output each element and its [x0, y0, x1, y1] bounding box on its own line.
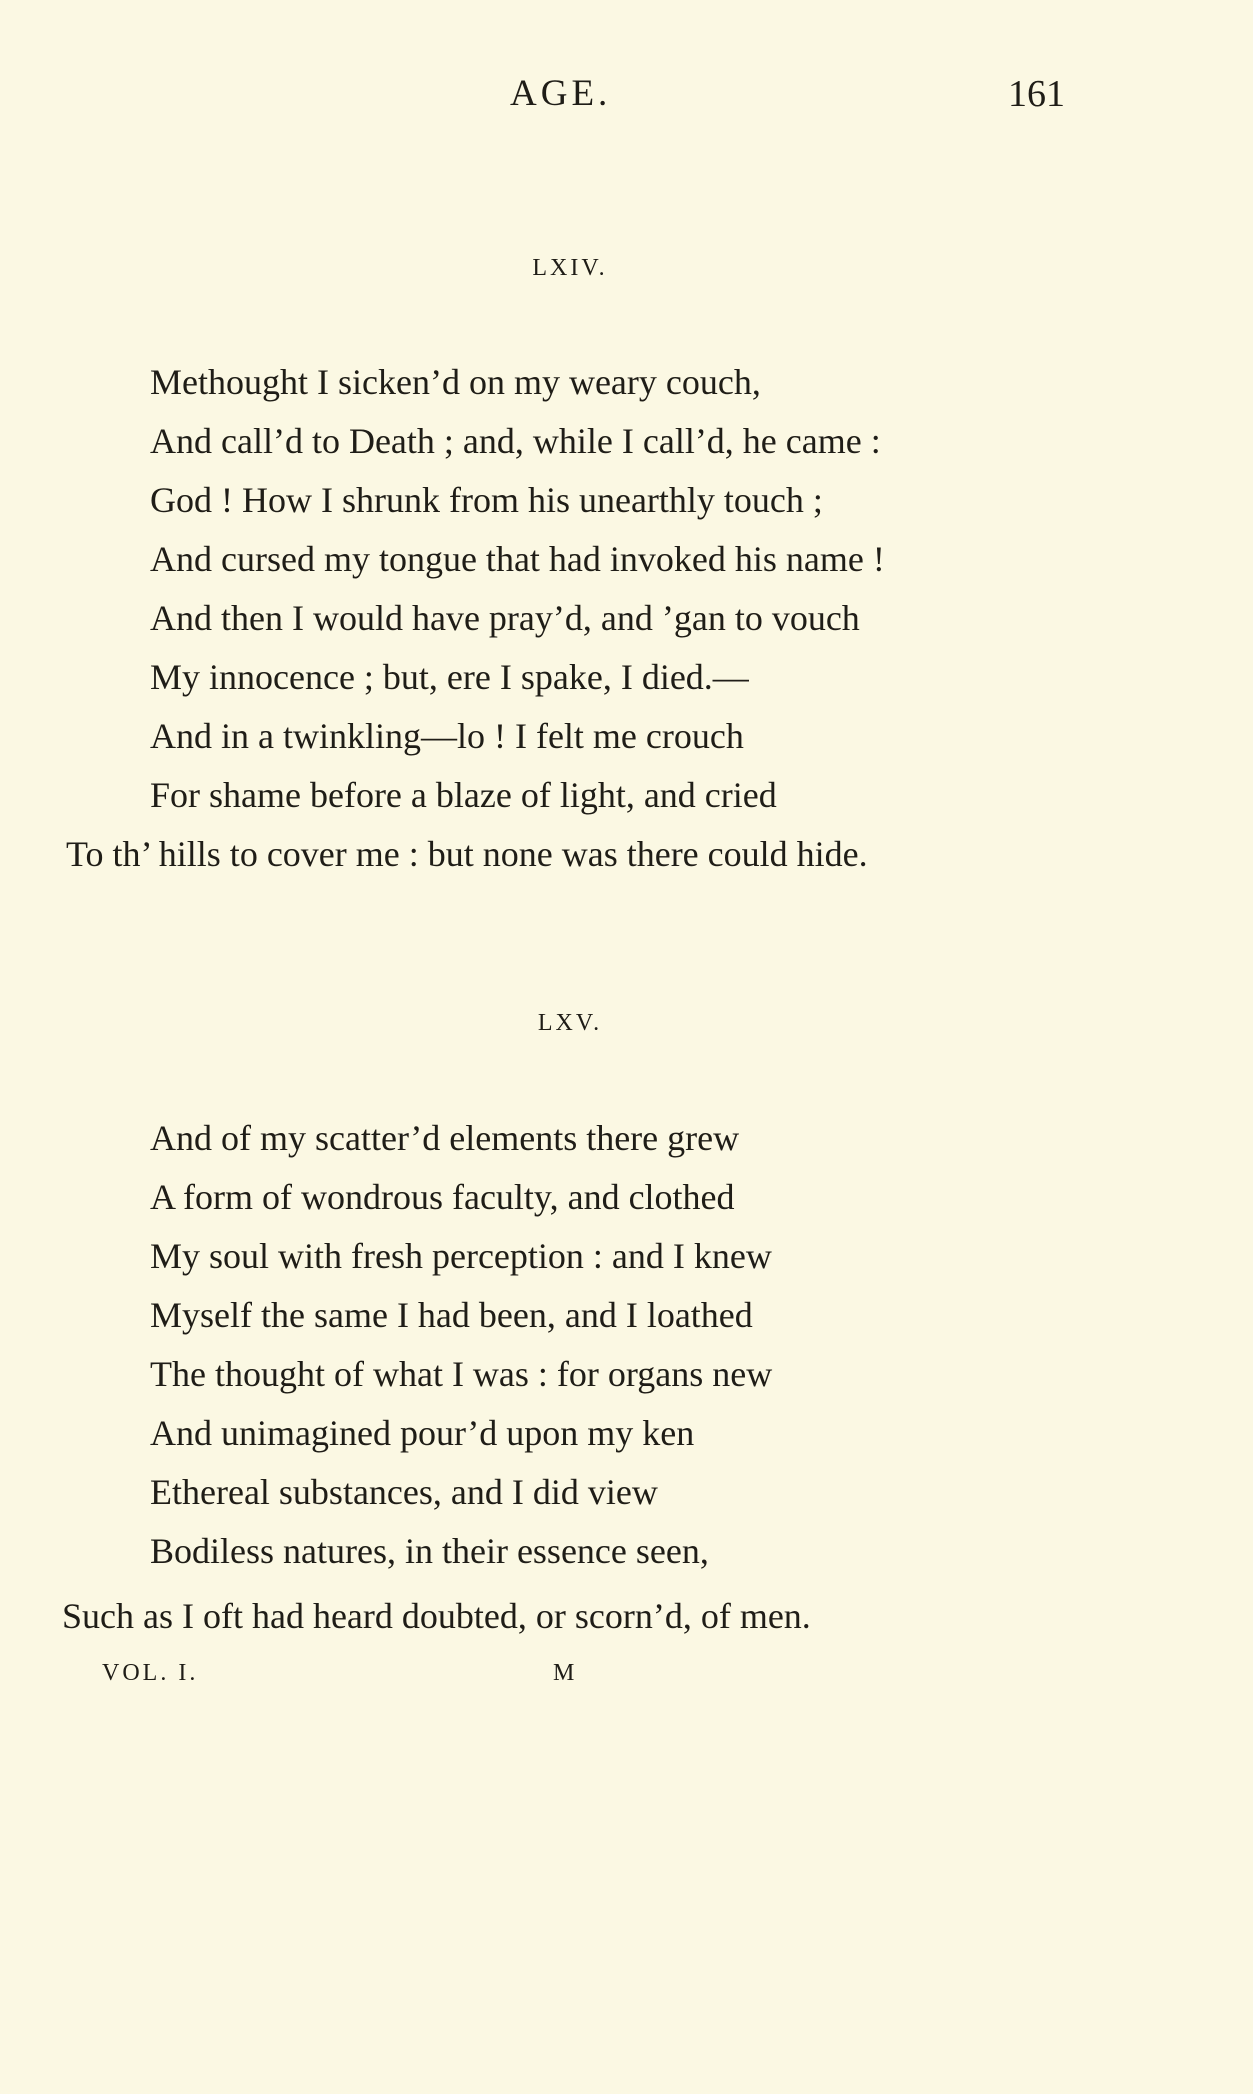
- verse-line: To th’ hills to cover me : but none was there could hide.: [66, 834, 868, 874]
- verse-line: Ethereal substances, and I did view: [150, 1472, 658, 1512]
- printer-signature: [0, 1660, 1253, 1700]
- verse-line: Myself the same I had been, and I loathed: [150, 1295, 753, 1335]
- stanza-number: LXIV.: [532, 255, 608, 281]
- verse-line: Methought I sicken’d on my weary couch,: [150, 362, 761, 402]
- running-head-title: AGE.: [510, 73, 612, 114]
- verse-line: My innocence ; but, ere I spake, I died.—: [150, 657, 749, 697]
- running-head: [0, 72, 1253, 122]
- verse-line: And then I would have pray’d, and ’gan to vouch: [150, 598, 860, 638]
- verse-line: God ! How I shrunk from his unearthly touch ;: [150, 480, 823, 520]
- verse-line: And cursed my tongue that had invoked his name !: [150, 539, 885, 579]
- verse-line: And of my scatter’d elements there grew: [150, 1118, 740, 1158]
- verse-line: And in a twinkling—lo ! I felt me crouch: [150, 716, 744, 756]
- verse-line: A form of wondrous faculty, and clothed: [150, 1177, 735, 1217]
- signature-mark: M: [553, 1660, 578, 1686]
- page-number: 161: [1008, 73, 1065, 115]
- stanza-number: LXV.: [537, 1010, 603, 1036]
- verse-line: And call’d to Death ; and, while I call’d, he came :: [150, 421, 881, 461]
- volume-label: VOL. I.: [102, 1660, 199, 1686]
- verse-line: My soul with fresh perception : and I knew: [150, 1236, 772, 1276]
- verse-line: Such as I oft had heard doubted, or scorn’d, of men.: [62, 1596, 811, 1636]
- verse-line: And unimagined pour’d upon my ken: [150, 1413, 695, 1453]
- verse-line: Bodiless natures, in their essence seen,: [150, 1531, 709, 1571]
- verse-line: The thought of what I was : for organs new: [150, 1354, 773, 1394]
- verse-line: For shame before a blaze of light, and cried: [150, 775, 777, 815]
